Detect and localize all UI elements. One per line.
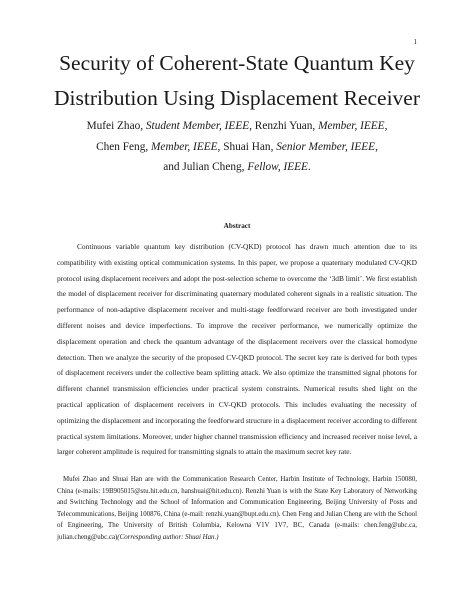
corresponding-author: (Corresponding author: Shuai Han.) (117, 533, 219, 541)
author-block: Mufei Zhao, Student Member, IEEE, Renzhi Yuan, Member, IEEE, Chen Feng, Member, IEEE, Shuai Han, Senior Member, IEEE, and Julian Cheng, Fellow, IEEE. (86, 120, 388, 173)
author-affiliation: Fellow, IEEE (247, 161, 308, 173)
author-name: Chen Feng (96, 140, 146, 153)
author-affiliation: Member, IEEE (151, 140, 218, 153)
author-name: Renzhi Yuan (254, 120, 313, 132)
abstract-body: Continuous variable quantum key distribution (CV-QKD) protocol has drawn much attention due to its compatibility with existing optical communication systems. In this paper, we propose a quaternary modulated CV-QKD protocol using displacement receivers and adopt the post-selection scheme to overcome the ‘3dB limit’. We first establish the model of displacement receiver for discriminating quaternary modulated coherent signals in a realistic situation. The performance of non-adaptive displacement receiver and multi-stage feedforward receiver are both investigated under different noises and device imperfections. To improve the receiver performance, we numerically optimize the displacement operation and check the quantum advantage of the displacement receivers over the classical homodyne detection. Then we analyze the security of the proposed CV-QKD protocol. The secret key rate is derived for both types of displacement receivers under the collective beam splitting attack. We also optimize the transmitted signal photons for different channel transmission efficiencies under practical system constraints. Numerical results shed light on the practical application of displacement receivers in CV-QKD protocols. This includes evaluating the necessity of optimizing the displacement and incorporating the feedforward structure in a displacement receiver according to different practical system limitations. Moreover, under higher channel transmission efficiency and increased receiver noise level, a larger coherent amplitude is required for transmitting signals to attain the maximum secret key rate. (57, 242, 417, 457)
author-name: Julian Cheng (182, 161, 242, 173)
paper-title: Security of Coherent-State Quantum Key Distribution Using Displacement Receiver (53, 51, 420, 110)
author-affiliation: Senior Member, IEEE (276, 140, 376, 153)
author-name: Mufei Zhao (86, 120, 141, 132)
author-name: Shuai Han (223, 140, 271, 153)
author-affiliation: Member, IEEE (318, 120, 385, 132)
abstract-heading: Abstract (223, 222, 251, 230)
author-footnote (57, 474, 417, 544)
page-number: 1 (413, 38, 417, 46)
author-affiliation: Student Member, IEEE (145, 120, 250, 132)
footnote-text: Mufei Zhao and Shuai Han are with the Communication Research Center, Harbin Institute of Technology, Harbin 150080, China (e-mails: 19B905015@stu.hit.edu.cn, hanshuai@hit.edu.cn). Renzhi Yuan is with the State Key Laboratory of Networking and Switching Technology and the School of Information and Communication Engineering, Beijing University of Posts and Telecommunications, Beijing 100876, China (e-mail: renzhi.yuan@bupt.edu.cn). Chen Feng and Julian Cheng are with the School of Engineering, The University of British Columbia, Kelowna V1V 1V7, BC, Canada (e-mails: chen.feng@ubc.ca, julian.cheng@ubc.ca) (57, 476, 417, 541)
author-conjunction: and (163, 161, 180, 173)
